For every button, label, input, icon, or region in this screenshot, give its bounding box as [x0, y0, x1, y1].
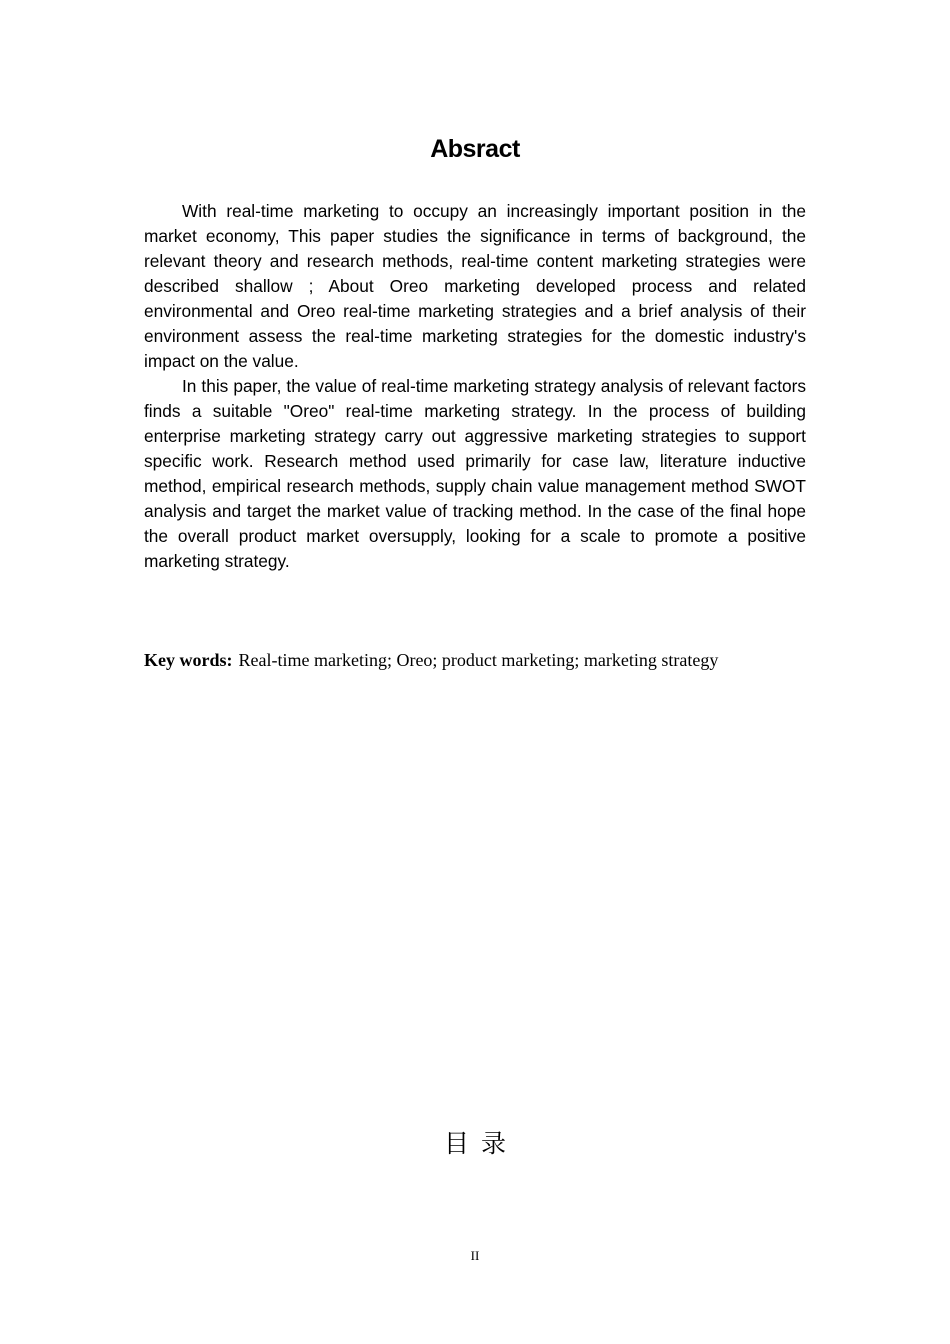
page-number: II — [470, 1248, 480, 1263]
keywords-line — [144, 648, 844, 672]
abstract-body — [144, 199, 806, 574]
keywords-label: Key words: — [144, 650, 233, 670]
abstract-paragraph-2: In this paper, the value of real-time marketing strategy analysis of relevant factors finds a suitable "Oreo" real-time marketing strategy. In the process of building enterprise marketing strategy carry out aggressive marketing strategies to support specific work. Research method used primarily for case law, literature inductive method, empirical research methods, supply chain value management method SWOT analysis and target the market value of tracking method. In the case of the final hope the overall product market oversupply, looking for a scale to promote a positive marketing strategy. — [144, 376, 806, 571]
keywords-value: Real-time marketing; Oreo; product marketing; marketing strategy — [238, 650, 719, 670]
table-of-contents-title: 目录 — [443, 1129, 518, 1158]
abstract-title: Absract — [430, 135, 520, 163]
abstract-paragraph-1: With real-time marketing to occupy an increasingly important position in the market economy, This paper studies the significance in terms of background, the relevant theory and research methods, real-time content marketing strategies were described shallow ; About Oreo marketing developed process and related environmental and Oreo real-time marketing strategies and a brief analysis of their environment assess the real-time marketing strategies for the domestic industry's impact on the value. — [144, 201, 806, 371]
